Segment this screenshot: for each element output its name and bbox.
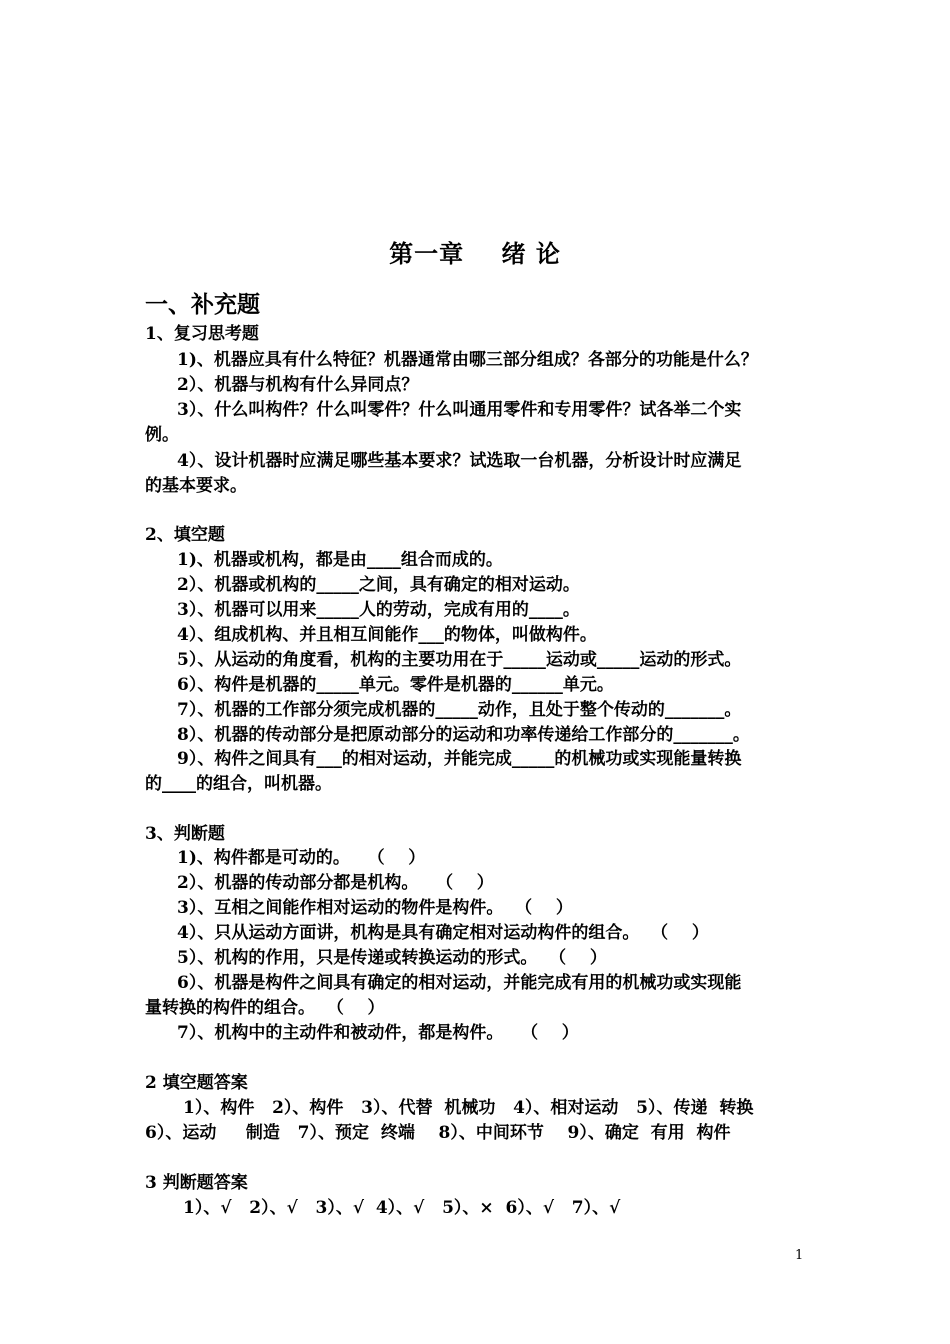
fill-answers-line-1: 1）、构件 2）、构件 3）、代替 机械功 4）、相对运动 5）、传递 转换 — [183, 1098, 754, 1118]
review-question-2: 2）、机器与机构有什么异同点？ — [177, 375, 419, 395]
fill-question-2: 2）、机器或机构的_____之间，具有确定的相对运动。 — [177, 575, 580, 595]
fill-question-9-cont: 的____的组合，叫机器。 — [145, 774, 332, 794]
judge-question-4: 4）、只从运动方面讲，机构是具有确定相对运动构件的组合。 （ ） — [177, 923, 709, 943]
part-title: 一、补充题 — [145, 292, 260, 318]
judge-question-2: 2）、机器的传动部分都是机构。 （ ） — [177, 873, 494, 893]
judge-question-5: 5）、机构的作用，只是传递或转换运动的形式。 （ ） — [177, 948, 607, 968]
review-question-4-cont: 的基本要求。 — [145, 476, 247, 496]
fill-question-1: 1)、机器或机构，都是由____组合而成的。 — [177, 550, 503, 570]
section-heading-judge: 3、判断题 — [145, 824, 225, 844]
page-number: 1 — [795, 1248, 804, 1263]
review-question-3: 3）、什么叫构件？什么叫零件？什么叫通用零件和专用零件？试各举二个实 — [177, 400, 742, 420]
fill-question-8: 8）、机器的传动部分是把原动部分的运动和功率传递给工作部分的_______。 — [177, 725, 750, 745]
judge-question-6: 6）、机器是构件之间具有确定的相对运动，并能完成有用的机械功或实现能 — [177, 973, 742, 993]
fill-question-7: 7）、机器的工作部分须完成机器的_____动作，且处于整个传动的_______。 — [177, 700, 742, 720]
review-question-3-cont: 例。 — [145, 425, 179, 445]
judge-question-6-cont: 量转换的构件的组合。 （ ） — [145, 998, 385, 1018]
review-question-1: 1)、机器应具有什么特征？机器通常由哪三部分组成？各部分的功能是什么？ — [177, 350, 758, 370]
section-heading-judge-answers: 3 判断题答案 — [145, 1173, 248, 1193]
judge-question-1: 1)、构件都是可动的。 （ ） — [177, 848, 426, 868]
section-heading-fill-answers: 2 填空题答案 — [145, 1073, 248, 1093]
fill-question-5: 5）、从运动的角度看，机构的主要功用在于_____运动或_____运动的形式。 — [177, 650, 742, 670]
fill-question-6: 6）、构件是机器的_____单元。零件是机器的______单元。 — [177, 675, 614, 695]
fill-question-3: 3）、机器可以用来_____人的劳动，完成有用的____。 — [177, 600, 580, 620]
chapter-title: 第一章 绪 论 — [389, 240, 561, 268]
section-heading-fill: 2、填空题 — [145, 525, 225, 545]
section-heading-review: 1、复习思考题 — [145, 324, 259, 344]
fill-answers-line-2: 6）、运动 制造 7）、预定 终端 8）、中间环节 9）、确定 有用 构件 — [145, 1123, 731, 1143]
fill-question-4: 4）、组成机构、并且相互间能作___的物体，叫做构件。 — [177, 625, 597, 645]
judge-question-3: 3）、互相之间能作相对运动的物件是构件。 （ ） — [177, 898, 573, 918]
fill-question-9: 9）、构件之间具有___的相对运动，并能完成_____的机械功或实现能量转换 — [177, 749, 742, 769]
judge-question-7: 7）、机构中的主动件和被动件，都是构件。 （ ） — [177, 1023, 579, 1043]
judge-answers-line-1: 1）、√ 2）、√ 3）、√ 4）、√ 5）、× 6）、√ 7）、√ — [183, 1198, 621, 1218]
review-question-4: 4）、设计机器时应满足哪些基本要求？试选取一台机器，分析设计时应满足 — [177, 451, 742, 471]
